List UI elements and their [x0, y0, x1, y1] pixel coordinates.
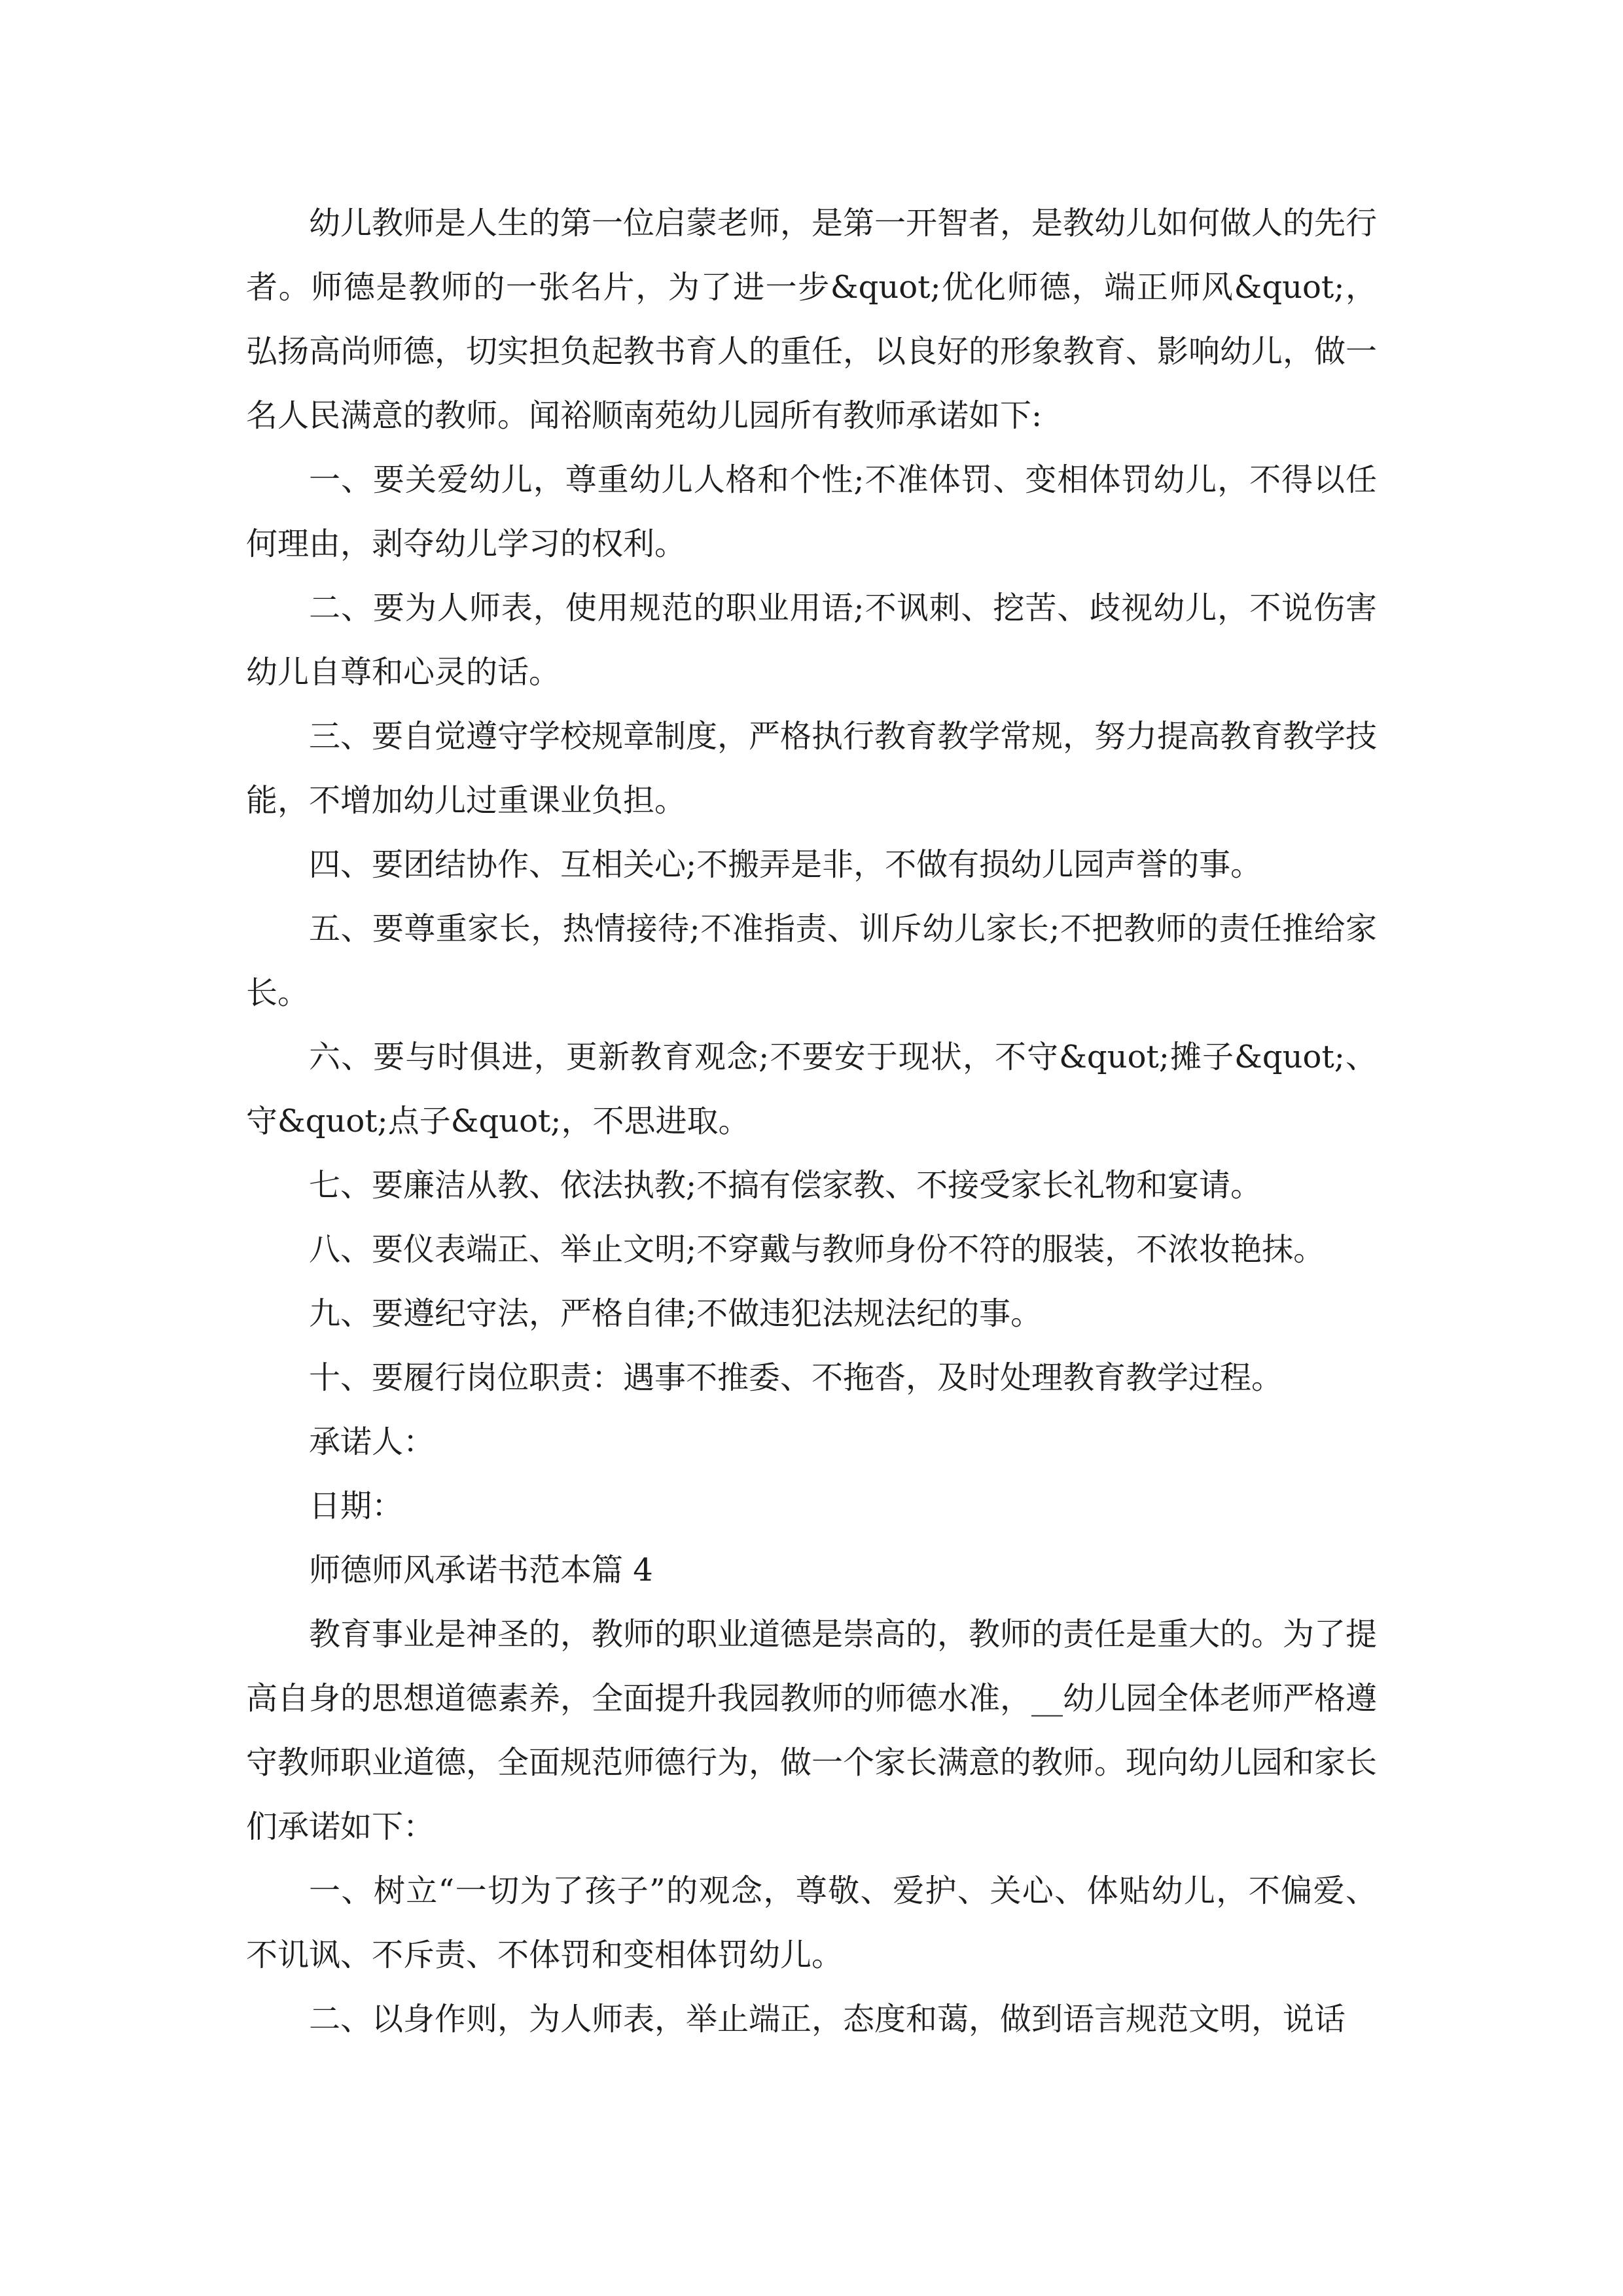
paragraph-pledge-8: 八、要仪表端正、举止文明;不穿戴与教师身份不符的服装，不浓妆艳抹。	[309, 1231, 1325, 1268]
paragraph-pledge-5: 五、要尊重家长，热情接待;不准指责、训斥幼儿家长;不把教师的责任推给家长。	[246, 910, 1377, 1011]
paragraph-pledge-9: 九、要遵纪守法，严格自律;不做违犯法规法纪的事。	[309, 1295, 1043, 1332]
paragraph-intro-4: 教育事业是神圣的，教师的职业道德是崇高的，教师的责任是重大的。为了提高自身的思想道德素养，全面提升我园教师的师德水准，__幼儿园全体老师严格遵守教师职业道德，全面规范师德行为，做一个家长满意的教师。现向幼儿园和家长们承诺如下：	[246, 1616, 1378, 1845]
paragraph-pledge-3: 三、要自觉遵守学校规章制度，严格执行教育教学常规，努力提高教育教学技能，不增加幼儿过重课业负担。	[246, 718, 1378, 819]
section-heading: 师德师风承诺书范本篇 4	[309, 1552, 653, 1588]
paragraph-item-4-1: 一、树立“一切为了孩子”的观念，尊敬、爱护、关心、体贴幼儿，不偏爱、不讥讽、不斥责、不体罚和变相体罚幼儿。	[246, 1873, 1377, 1973]
paragraph-pledge-6: 六、要与时俱进，更新教育观念;不要安于现状，不守&quot;摊子&quot;、守&quot;点子&quot;，不思进取。	[246, 1039, 1377, 1139]
document-page	[246, 191, 1377, 2051]
paragraph-pledge-2: 二、要为人师表，使用规范的职业用语;不讽刺、挖苦、歧视幼儿，不说伤害幼儿自尊和心灵的话。	[246, 590, 1377, 691]
paragraph-pledge-7: 七、要廉洁从教、依法执教;不搞有偿家教、不接受家长礼物和宴请。	[309, 1167, 1262, 1204]
date-line: 日期：	[309, 1488, 404, 1524]
paragraph-pledge-4: 四、要团结协作、互相关心;不搬弄是非，不做有损幼儿园声誉的事。	[309, 846, 1262, 883]
paragraph-pledge-1: 一、要关爱幼儿，尊重幼儿人格和个性;不准体罚、变相体罚幼儿，不得以任何理由，剥夺幼儿学习的权利。	[246, 461, 1377, 562]
paragraph-intro: 幼儿教师是人生的第一位启蒙老师，是第一开智者，是教幼儿如何做人的先行者。师德是教师的一张名片，为了进一步&quot;优化师德，端正师风&quot;，弘扬高尚师德，切实担负起教书育人的重任，以良好的形象教育、影响幼儿，做一名人民满意的教师。闻裕顺南苑幼儿园所有教师承诺如下:	[246, 205, 1378, 434]
paragraph-item-4-2: 二、以身作则，为人师表，举止端正，态度和蔼，做到语言规范文明，说话	[309, 2001, 1346, 2037]
signatory-line: 承诺人：	[309, 1424, 435, 1460]
paragraph-pledge-10: 十、要履行岗位职责：遇事不推委、不拖沓，及时处理教育教学过程。	[309, 1359, 1283, 1396]
